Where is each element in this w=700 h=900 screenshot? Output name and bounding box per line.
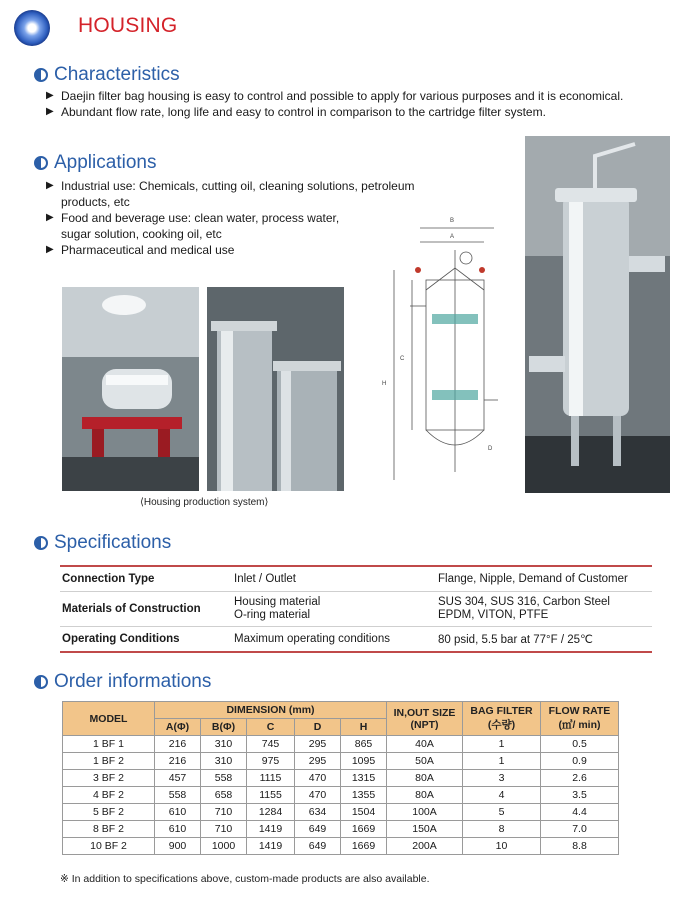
company-logo-icon (14, 10, 50, 46)
table-row: 5 BF 2 610 710 1284 634 1504 100A 5 4.4 (63, 804, 619, 821)
dim-label-c: C (400, 356, 405, 362)
table-row: 1 BF 1 216 310 745 295 865 40A 1 0.5 (63, 736, 619, 753)
list-item: ▶ Daejin filter bag housing is easy to control and possible to apply for various purposes and it is economical. (46, 88, 686, 104)
col-b: B(Φ) (201, 719, 247, 736)
applications-heading: Applications (34, 152, 156, 174)
half-circle-icon (34, 68, 48, 82)
housing-closeup-image (207, 287, 344, 491)
technical-drawing-image (374, 210, 514, 495)
table-row: 10 BF 2 900 1000 1419 649 1669 200A 10 8.8 (63, 838, 619, 855)
order-heading: Order informations (34, 671, 211, 693)
production-photo-1 (62, 287, 199, 491)
characteristics-list (46, 88, 686, 120)
housing-product-photo (525, 136, 670, 493)
table-row: 3 BF 2 457 558 1115 470 1315 80A 3 2.6 (63, 770, 619, 787)
col-flow-rate: FLOW RATE (㎥/ min) (541, 702, 619, 736)
table-row: 8 BF 2 610 710 1419 649 1669 150A 8 7.0 (63, 821, 619, 838)
workshop-image (62, 287, 199, 491)
table-row: Connection Type Inlet / Outlet Flange, Nipple, Demand of Customer (60, 567, 652, 592)
dim-label-b: B (450, 218, 455, 224)
col-h: H (341, 719, 387, 736)
characteristics-heading: Characteristics (34, 64, 180, 86)
footnote: ※ In addition to specifications above, custom-made products are also available. (60, 873, 430, 885)
housing-product-image (525, 136, 670, 493)
col-model: MODEL (63, 702, 155, 736)
spec-label: Operating Conditions (62, 633, 180, 645)
half-circle-icon (34, 675, 48, 689)
specifications-heading: Specifications (34, 532, 171, 554)
col-d: D (295, 719, 341, 736)
specifications-table (60, 565, 652, 653)
dim-label-h: H (382, 381, 387, 387)
list-item: ▶ Abundant flow rate, long life and easy to control in comparison to the cartridge filter system. (46, 104, 686, 120)
photo-caption: ⟨Housing production system⟩ (140, 497, 269, 508)
order-table (62, 701, 619, 855)
housing-drawing (374, 210, 514, 495)
table-row: 4 BF 2 558 658 1155 470 1355 80A 4 3.5 (63, 787, 619, 804)
half-circle-icon (34, 536, 48, 550)
list-item: ▶ Food and beverage use: clean water, process water, sugar solution, cooking oil, etc (46, 210, 466, 242)
spec-label: Connection Type (62, 573, 155, 585)
production-photo-2 (207, 287, 344, 491)
table-row: 1 BF 2 216 310 975 295 1095 50A 1 0.9 (63, 753, 619, 770)
dim-label-d: D (488, 446, 493, 452)
spec-label: Materials of Construction (62, 603, 201, 615)
table-row: Operating Conditions Maximum operating conditions 80 psid, 5.5 bar at 77°F / 25℃ (62, 633, 593, 646)
col-inout: IN,OUT SIZE (NPT) (387, 702, 463, 736)
half-circle-icon (34, 156, 48, 170)
col-bag-filter: BAG FILTER (수량) (463, 702, 541, 736)
col-dimension: DIMENSION (mm) (155, 702, 387, 719)
page-title: HOUSING (78, 14, 178, 37)
list-item: ▶ Industrial use: Chemicals, cutting oil, cleaning solutions, petroleum products, etc (46, 178, 466, 210)
table-row: Materials of Construction Housing material O-ring material SUS 304, SUS 316, Carbon Steel EPDM, VITON, PTFE (60, 592, 652, 627)
col-c: C (247, 719, 295, 736)
list-item: ▶ Pharmaceutical and medical use (46, 242, 466, 258)
dim-label-a: A (450, 234, 455, 240)
col-a: A(Φ) (155, 719, 201, 736)
